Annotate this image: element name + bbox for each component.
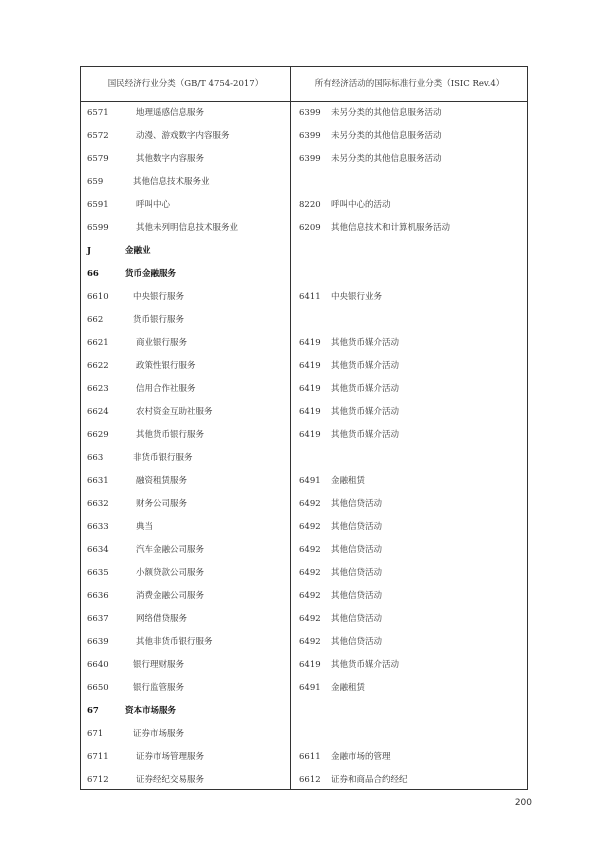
isic-name: 金融市场的管理	[331, 752, 391, 762]
table-row	[81, 194, 527, 217]
table-body	[81, 102, 527, 792]
isic-name: 中央银行业务	[331, 292, 383, 302]
gb-code: 671	[87, 729, 104, 739]
isic-code: 6419	[299, 384, 321, 394]
gb-name: 典当	[136, 522, 154, 532]
isic-code: 6492	[299, 568, 321, 578]
gb-name: 呼叫中心	[136, 200, 171, 210]
table-row	[81, 424, 527, 447]
isic-name: 其他货币媒介活动	[331, 338, 400, 348]
gb-name: 证券经纪交易服务	[136, 775, 205, 785]
isic-name: 其他货币媒介活动	[331, 430, 400, 440]
table-row	[81, 539, 527, 562]
isic-name: 其他信贷活动	[331, 614, 383, 624]
table-row	[81, 585, 527, 608]
isic-name: 金融租赁	[331, 683, 366, 693]
gb-code: 6624	[87, 407, 109, 417]
gb-code: 6634	[87, 545, 109, 555]
gb-name: 消费金融公司服务	[136, 591, 205, 601]
table-row	[81, 746, 527, 769]
table-row	[81, 401, 527, 424]
gb-code: 6631	[87, 476, 109, 486]
header-gb-classification: 国民经济行业分类（GB/T 4754-2017）	[107, 79, 264, 89]
header-isic-classification: 所有经济活动的国际标准行业分类（ISIC Rev.4）	[314, 79, 505, 89]
table-row	[81, 447, 527, 470]
isic-code: 6411	[299, 292, 321, 302]
gb-name: 金融业	[125, 246, 151, 256]
isic-code: 6419	[299, 430, 321, 440]
isic-code: 6399	[299, 131, 321, 141]
isic-code: 6419	[299, 660, 321, 670]
isic-code: 6612	[299, 775, 321, 785]
gb-code: 6711	[87, 752, 109, 762]
isic-name: 其他信贷活动	[331, 522, 383, 532]
isic-name: 未另分类的其他信息服务活动	[331, 131, 442, 141]
gb-code: 6632	[87, 499, 109, 509]
gb-code: 67	[87, 706, 99, 716]
table-row	[81, 493, 527, 516]
isic-code: 6419	[299, 361, 321, 371]
table-row	[81, 654, 527, 677]
table-row	[81, 608, 527, 631]
isic-code: 6492	[299, 614, 321, 624]
isic-code: 6492	[299, 591, 321, 601]
isic-code: 6419	[299, 338, 321, 348]
gb-code: 6629	[87, 430, 109, 440]
gb-name: 商业银行服务	[136, 338, 188, 348]
table-row	[81, 700, 527, 723]
isic-name: 其他信贷活动	[331, 499, 383, 509]
isic-code: 6399	[299, 108, 321, 118]
isic-code: 6492	[299, 545, 321, 555]
isic-name: 其他信贷活动	[331, 591, 383, 601]
isic-name: 证券和商品合约经纪	[331, 775, 408, 785]
gb-name: 小额贷款公司服务	[136, 568, 205, 578]
gb-code: 6633	[87, 522, 109, 532]
gb-name: 中央银行服务	[133, 292, 185, 302]
table-row	[81, 769, 527, 792]
isic-name: 未另分类的其他信息服务活动	[331, 154, 442, 164]
gb-name: 其他非货币银行服务	[136, 637, 213, 647]
table-row	[81, 631, 527, 654]
gb-name: 地理遥感信息服务	[136, 108, 205, 118]
gb-code: 6622	[87, 361, 109, 371]
isic-name: 其他货币媒介活动	[331, 660, 400, 670]
gb-code: 6637	[87, 614, 109, 624]
table-row	[81, 217, 527, 240]
table-row	[81, 286, 527, 309]
table-row	[81, 355, 527, 378]
gb-name: 信用合作社服务	[136, 384, 196, 394]
table-row	[81, 171, 527, 194]
isic-name: 其他信贷活动	[331, 637, 383, 647]
gb-name: 证券市场服务	[133, 729, 185, 739]
gb-code: 6636	[87, 591, 109, 601]
gb-code: 6591	[87, 200, 109, 210]
isic-code: 6419	[299, 407, 321, 417]
table-row	[81, 148, 527, 171]
gb-code: 6579	[87, 154, 109, 164]
gb-code: 6712	[87, 775, 109, 785]
isic-name: 其他货币媒介活动	[331, 361, 400, 371]
gb-code: 659	[87, 177, 104, 187]
gb-name: 政策性银行服务	[136, 361, 196, 371]
gb-code: 6572	[87, 131, 109, 141]
gb-name: 其他数字内容服务	[136, 154, 205, 164]
gb-name: 银行监管服务	[133, 683, 185, 693]
gb-name: 其他货币银行服务	[136, 430, 205, 440]
gb-code: 6623	[87, 384, 109, 394]
table-row	[81, 378, 527, 401]
gb-code: 6599	[87, 223, 109, 233]
table-row	[81, 332, 527, 355]
isic-name: 其他信贷活动	[331, 545, 383, 555]
gb-name: 农村资金互助社服务	[136, 407, 213, 417]
isic-code: 6491	[299, 476, 321, 486]
page-number: 200	[514, 798, 532, 808]
gb-code: J	[87, 246, 92, 256]
table-row	[81, 470, 527, 493]
gb-code: 662	[87, 315, 104, 325]
table-row	[81, 102, 527, 125]
gb-name: 银行理财服务	[133, 660, 185, 670]
gb-name: 证券市场管理服务	[136, 752, 205, 762]
gb-code: 6650	[87, 683, 109, 693]
gb-code: 6635	[87, 568, 109, 578]
table-row	[81, 263, 527, 286]
gb-name: 网络借贷服务	[136, 614, 188, 624]
gb-code: 6640	[87, 660, 109, 670]
gb-code: 6571	[87, 108, 109, 118]
gb-name: 动漫、游戏数字内容服务	[136, 131, 230, 141]
table-row	[81, 125, 527, 148]
isic-name: 其他信息技术和计算机服务活动	[331, 223, 451, 233]
gb-code: 663	[87, 453, 104, 463]
isic-code: 8220	[299, 200, 321, 210]
gb-name: 其他信息技术服务业	[133, 177, 210, 187]
gb-code: 6621	[87, 338, 109, 348]
gb-name: 资本市场服务	[125, 706, 177, 716]
isic-code: 6491	[299, 683, 321, 693]
table-row	[81, 677, 527, 700]
isic-name: 未另分类的其他信息服务活动	[331, 108, 442, 118]
gb-name: 汽车金融公司服务	[136, 545, 205, 555]
table-row	[81, 240, 527, 263]
isic-code: 6611	[299, 752, 321, 762]
classification-table	[80, 66, 528, 790]
table-row	[81, 562, 527, 585]
isic-code: 6492	[299, 499, 321, 509]
gb-name: 其他未列明信息技术服务业	[136, 223, 239, 233]
isic-code: 6492	[299, 637, 321, 647]
gb-name: 非货币银行服务	[133, 453, 193, 463]
gb-name: 货币金融服务	[125, 269, 177, 279]
isic-name: 金融租赁	[331, 476, 366, 486]
table-row	[81, 723, 527, 746]
gb-code: 6610	[87, 292, 109, 302]
isic-name: 呼叫中心的活动	[331, 200, 391, 210]
gb-code: 66	[87, 269, 99, 279]
isic-code: 6209	[299, 223, 321, 233]
table-row	[81, 309, 527, 332]
gb-name: 融资租赁服务	[136, 476, 188, 486]
gb-name: 财务公司服务	[136, 499, 188, 509]
isic-code: 6399	[299, 154, 321, 164]
isic-name: 其他货币媒介活动	[331, 384, 400, 394]
gb-code: 6639	[87, 637, 109, 647]
isic-code: 6492	[299, 522, 321, 532]
isic-name: 其他信贷活动	[331, 568, 383, 578]
isic-name: 其他货币媒介活动	[331, 407, 400, 417]
table-row	[81, 516, 527, 539]
gb-name: 货币银行服务	[133, 315, 185, 325]
